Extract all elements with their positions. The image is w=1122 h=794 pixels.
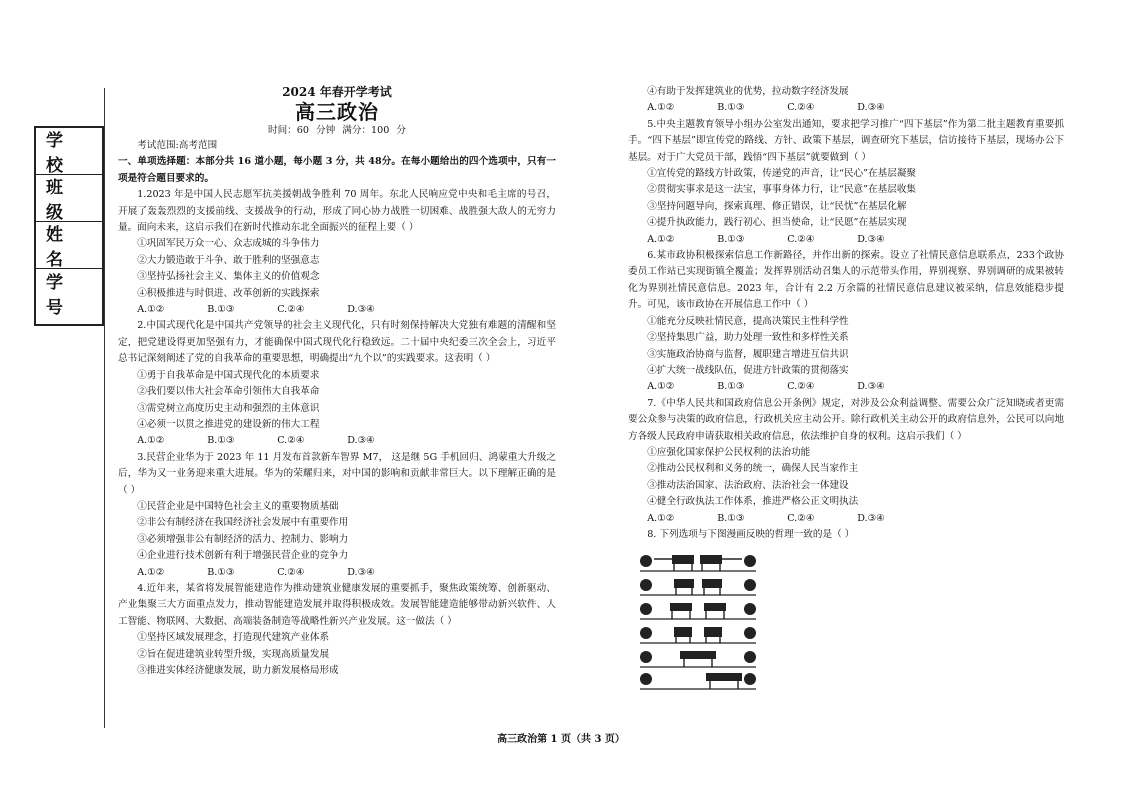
student-id-label: 学 号 bbox=[46, 272, 73, 318]
binding-line bbox=[104, 88, 105, 728]
answer-option: ④积极推进与时俱进、改革创新的实践探索 bbox=[137, 287, 320, 299]
question-left-2 bbox=[118, 450, 556, 581]
choice-item: C.②④ bbox=[277, 566, 305, 578]
answer-option: ①宣传党的路线方针政策，传递党的声音，让“民心”在基层凝聚 bbox=[647, 168, 917, 180]
answer-option: ④企业进行技术创新有利于增强民营企业的竞争力 bbox=[137, 550, 349, 562]
answer-option: ①勇于自我革命是中国式现代化的本质要求 bbox=[137, 369, 320, 381]
exam-meta: 时间：60 分钟 满分：100 分 bbox=[267, 125, 406, 136]
answer-option: ②坚持集思广益，助力处理一致性和多样性关系 bbox=[647, 332, 849, 344]
answer-option: ①能充分反映社情民意，提高决策民主性科学性 bbox=[647, 315, 849, 327]
answer-option: ②大力锻造敢于斗争、敢于胜利的坚强意志 bbox=[137, 254, 320, 266]
choice-item: C.②④ bbox=[277, 435, 305, 447]
cartoon-image bbox=[634, 547, 762, 691]
choice-item: B.①③ bbox=[207, 304, 235, 316]
choice-item: B.①③ bbox=[207, 435, 235, 447]
answer-option: ③实施政治协商与监督，履职建言增进互信共识 bbox=[647, 348, 849, 360]
answer-option: ③推进实体经济健康发展，助力新发展格局形成 bbox=[137, 665, 339, 676]
answer-option: ②推动公民权利和义务的统一，确保人民当家作主 bbox=[647, 463, 859, 475]
answer-option: ③坚持弘扬社会主义、集体主义的价值观念 bbox=[137, 271, 320, 283]
choice-item: D.③④ bbox=[347, 435, 375, 447]
answer-option: ③坚持问题导向，探索真理、修正错误，让“民忧”在基层化解 bbox=[647, 200, 907, 212]
choice-row bbox=[628, 100, 1064, 116]
answer-option: ①巩固军民万众一心、众志成城的斗争伟力 bbox=[137, 238, 320, 250]
choice-row bbox=[628, 379, 1064, 395]
question-right-0 bbox=[628, 117, 1064, 248]
q4-continued bbox=[628, 84, 1064, 117]
answer-option: ③需党树立高度历史主动和强烈的主体意识 bbox=[137, 402, 320, 414]
choice-item: B.①③ bbox=[717, 381, 745, 393]
left-column bbox=[118, 84, 556, 679]
left-question-list bbox=[118, 187, 556, 679]
answer-option: ④扩大统一战线队伍，促进方针政策的贯彻落实 bbox=[647, 364, 849, 376]
choice-item: D.③④ bbox=[857, 512, 885, 524]
choice-item: D.③④ bbox=[857, 381, 885, 393]
choice-row bbox=[118, 302, 556, 318]
choice-item: D.③④ bbox=[347, 566, 375, 578]
answer-option: ③推动法治国家、法治政府、法治社会一体建设 bbox=[647, 479, 849, 491]
answer-option: ④必须一以贯之推进党的建设新的伟大工程 bbox=[137, 418, 320, 430]
question-right-2 bbox=[628, 396, 1064, 527]
answer-option: ①民营企业是中国特色社会主义的重要物质基础 bbox=[137, 500, 339, 512]
question-left-0 bbox=[118, 187, 556, 318]
choice-item: A.①② bbox=[137, 435, 165, 447]
name-label: 姓 名 bbox=[36, 222, 102, 269]
class-label: 班 级 bbox=[36, 175, 102, 222]
right-column bbox=[628, 84, 1064, 698]
question-stem: 3.民营企业华为于 2023 年 11 月发布首款新车智界 M7， 这是继 5G 手机回归、鸿蒙重大升级之后，华为又一业务迎来重大进展。华为的荣耀归来，对中国的影响和贡献非常巨大。以下理解正确的是（ ） bbox=[118, 451, 556, 496]
section-heading: 一、单项选择题：本部分共 16 道小题，每小题 3 分，共 48分。在每小题给出的四个选项中，只有一项是符合题目要求的。 bbox=[118, 156, 556, 184]
choice-row bbox=[628, 232, 1064, 248]
answer-option: ④有助于发挥建筑业的优势，拉动数字经济发展 bbox=[647, 86, 849, 97]
question-left-3 bbox=[118, 581, 556, 679]
exam-title: 2024 年春开学考试 bbox=[282, 85, 392, 99]
page-footer: 高三政治第 1 页（共 3 页） bbox=[497, 734, 625, 745]
question-left-1 bbox=[118, 318, 556, 449]
question-stem: 4.近年来，某省将发展智能建造作为推动建筑业健康发展的重要抓手，聚焦政策统筹、创新驱动、产业集聚三大方面重点发力，推动智能建造发展并取得积极成效。发展智能建造能够带动新兴软件、人工智能、物联网、大数据、高端装备制造等战略性新兴产业发展。这一做法（ ） bbox=[118, 582, 556, 627]
right-question-list bbox=[628, 117, 1064, 544]
choice-item: A.①② bbox=[647, 233, 675, 245]
question-right-3 bbox=[628, 527, 1064, 543]
question-stem: 7.《中华人民共和国政府信息公开条例》规定，对涉及公众利益调整、需要公众广泛知晓或者更需要公众参与决策的政府信息，行政机关应主动公开。除行政机关主动公开的政府信息外，公民可以向地方各级人民政府申请获取相关政府信息，依法维护自身的权利。这启示我们（ ） bbox=[628, 397, 1064, 442]
answer-option: ②非公有制经济在我国经济社会发展中有重要作用 bbox=[137, 517, 349, 529]
answer-option: ①应强化国家保护公民权利的法治功能 bbox=[647, 446, 811, 458]
choice-item: A.①② bbox=[647, 381, 675, 393]
choice-item: B.①③ bbox=[717, 102, 745, 114]
choice-item: D.③④ bbox=[857, 233, 885, 245]
choice-item: C.②④ bbox=[787, 102, 815, 114]
choice-row bbox=[118, 433, 556, 449]
question-stem: 1.2023 年是中国人民志愿军抗美援朝战争胜利 70 周年。东北人民响应党中央和毛主席的号召，开展了轰轰烈烈的支援前线、支援战争的行动，形成了同心协力战胜一切困难、战胜强大敌人的无穷力量。面向未来，这启示我们在新时代推动东北全面振兴的征程上要（ ） bbox=[118, 189, 556, 234]
answer-option: ②旨在促进建筑业转型升级，实现高质量发展 bbox=[137, 648, 330, 660]
choice-item: B.①③ bbox=[717, 233, 745, 245]
question-right-1 bbox=[628, 248, 1064, 396]
choice-row bbox=[628, 511, 1064, 527]
choice-item: C.②④ bbox=[277, 304, 305, 316]
choice-item: C.②④ bbox=[787, 233, 815, 245]
answer-option: ④健全行政执法工作体系，推进严格公正文明执法 bbox=[647, 496, 859, 508]
question-stem: 5.中央主题教育领导小组办公室发出通知，要求把学习推广“四下基层”作为第二批主题教育重要抓手。“四下基层”即宣传党的路线、方针、政策下基层，调查研究下基层，信访接待下基层，现场办公下基层。对于广大党员干部，践悟“四下基层”就要做到（ ） bbox=[628, 118, 1064, 163]
choice-item: C.②④ bbox=[787, 512, 815, 524]
choice-item: D.③④ bbox=[857, 102, 885, 114]
answer-option: ④提升执政能力，践行初心、担当使命，让“民愿”在基层实现 bbox=[647, 217, 907, 229]
choice-item: A.①② bbox=[647, 512, 675, 524]
choice-item: A.①② bbox=[137, 304, 165, 316]
choice-item: A.①② bbox=[647, 102, 675, 114]
answer-option: ①坚持区域发展理念，打造现代建筑产业体系 bbox=[137, 632, 330, 644]
answer-option: ③必须增强非公有制经济的活力、控制力、影响力 bbox=[137, 533, 349, 545]
choice-item: A.①② bbox=[137, 566, 165, 578]
choice-row bbox=[118, 565, 556, 581]
choice-item: B.①③ bbox=[207, 566, 235, 578]
choice-item: C.②④ bbox=[787, 381, 815, 393]
question-stem: 8. 下列选项与下图漫画反映的哲理一致的是（ ） bbox=[647, 528, 855, 540]
question-stem: 2.中国式现代化是中国共产党领导的社会主义现代化，只有时刻保持解决大党独有难题的清醒和坚定，把党建设得更加坚强有力，才能确保中国式现代化行稳致远。二十届中央纪委三次全会上，习近平总书记深刻阐述了党的自我革命的重要思想，明确提出“九个以”的实践要求。这表明（ ） bbox=[118, 320, 556, 365]
choice-item: D.③④ bbox=[347, 304, 375, 316]
choice-item: B.①③ bbox=[717, 512, 745, 524]
answer-option: ②我们要以伟大社会革命引领伟大自我革命 bbox=[137, 386, 320, 398]
exam-scope: 考试范围:高考范围 bbox=[137, 140, 218, 151]
school-label: 学 校 bbox=[36, 128, 102, 175]
subject-title: 高三政治 bbox=[295, 100, 379, 124]
question-stem: 6.某市政协积极探索信息工作新路径，并作出新的探索。设立了社情民意信息联系点，233个政协委员工作站已实现街镇全覆盖；发挥界别活动召集人的示范带头作用，界别视察、界别调研的成果被转化为界别社情民意信息。2023 年，合计有 2.2 万余篇的社情民意信息建议被采纳，信息效能稳步提升。可见，该市政协在开展信息工作中（ ） bbox=[628, 250, 1064, 311]
answer-option: ②贯彻实事求是这一法宝，事事身体力行，让“民意”在基层收集 bbox=[647, 184, 917, 196]
student-info-box bbox=[34, 126, 104, 326]
